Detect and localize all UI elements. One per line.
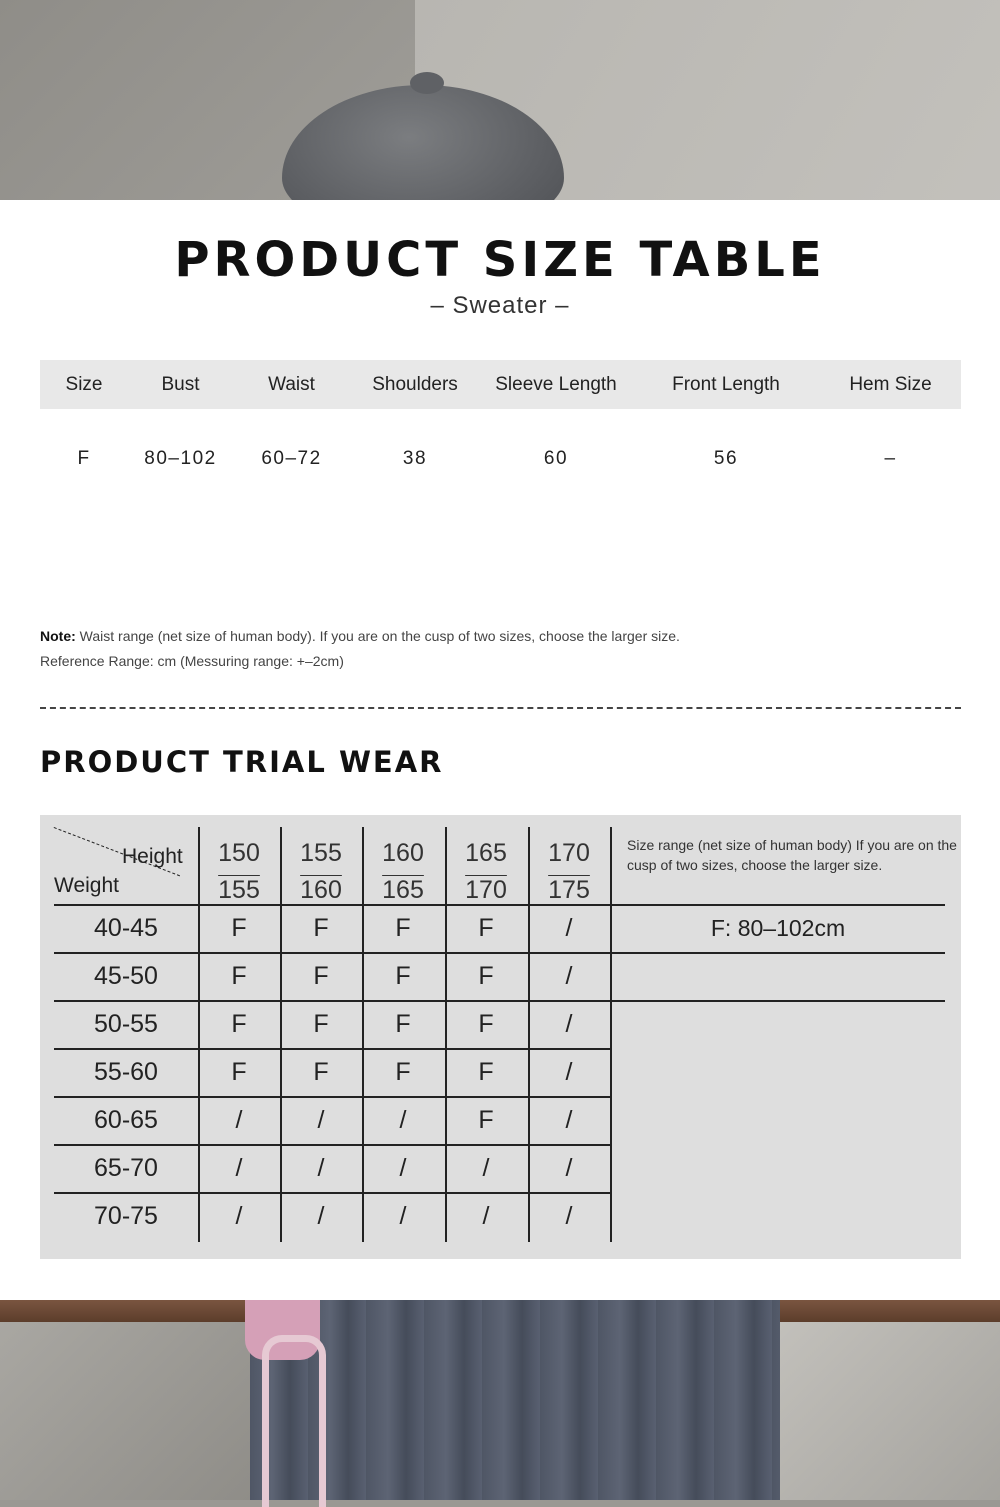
trial-size-cell: / xyxy=(235,1154,243,1182)
trial-size-cell: F xyxy=(478,1106,494,1134)
size-table xyxy=(40,360,961,509)
trial-size-cell: / xyxy=(235,1106,243,1134)
height-column-header xyxy=(280,835,362,909)
trial-size-cell: / xyxy=(482,1202,490,1230)
trial-size-cell: / xyxy=(565,1010,573,1038)
trial-size-cell: / xyxy=(565,1106,573,1134)
trial-size-cell: / xyxy=(565,1154,573,1182)
size-cell: F xyxy=(77,448,91,469)
grid-horizontal-line xyxy=(54,1000,610,1002)
weight-row-header: 55-60 xyxy=(94,1058,158,1086)
weight-row-header: 65-70 xyxy=(94,1154,158,1182)
grid-horizontal-line xyxy=(54,952,610,954)
grid-horizontal-line xyxy=(610,952,945,954)
trial-size-cell: / xyxy=(565,1058,573,1086)
note-label: Note: xyxy=(40,628,76,644)
trial-size-cell: F xyxy=(231,962,247,990)
corner-weight-label: Weight xyxy=(54,874,119,897)
trial-size-cell: F xyxy=(478,914,494,942)
height-range-start: 155 xyxy=(300,839,342,867)
size-header-cell: Shoulders xyxy=(372,373,458,395)
trial-size-cell: / xyxy=(482,1154,490,1182)
height-column-header xyxy=(198,835,280,909)
size-header-cell: Waist xyxy=(268,373,315,395)
height-range-start: 170 xyxy=(548,839,590,867)
size-table-header xyxy=(40,360,961,409)
size-header-cell: Front Length xyxy=(672,373,780,395)
trial-wear-title: PRODUCT TRIAL WEAR xyxy=(40,745,444,779)
trial-size-cell: F xyxy=(478,962,494,990)
height-column-header xyxy=(362,835,444,909)
wall-lower-right xyxy=(780,1322,1000,1500)
note-text: Waist range (net size of human body). If you are on the cusp of two sizes, choose the larger size. xyxy=(75,628,680,644)
table-row xyxy=(40,409,961,509)
height-range-end: 160 xyxy=(300,876,342,904)
bag-handle-image xyxy=(262,1335,326,1507)
height-column-header xyxy=(528,835,610,909)
size-cell: 38 xyxy=(402,448,428,469)
grid-horizontal-line xyxy=(610,1000,945,1002)
grid-horizontal-line xyxy=(610,904,945,906)
trial-size-cell: / xyxy=(565,962,573,990)
dashed-divider xyxy=(40,707,961,709)
grid-horizontal-line xyxy=(54,1144,610,1146)
height-column-header xyxy=(445,835,527,909)
height-range-end: 175 xyxy=(548,876,590,904)
size-header-cell: Hem Size xyxy=(849,373,932,395)
trial-size-cell: F xyxy=(478,1010,494,1038)
trial-size-cell: / xyxy=(399,1202,407,1230)
note-line xyxy=(40,624,680,649)
trial-size-cell: F xyxy=(395,962,411,990)
trial-size-cell: F xyxy=(313,1058,329,1086)
height-range-end: 170 xyxy=(465,876,507,904)
height-range-start: 165 xyxy=(465,839,507,867)
trial-size-cell: F xyxy=(395,914,411,942)
height-range-end: 155 xyxy=(218,876,260,904)
trial-wear-table xyxy=(40,815,961,1259)
size-note xyxy=(40,624,680,674)
trial-size-cell: F xyxy=(478,1058,494,1086)
pleated-skirt-image xyxy=(250,1300,780,1500)
trial-size-cell: F xyxy=(231,914,247,942)
corner-height-label: Height xyxy=(122,845,183,868)
height-range-end: 165 xyxy=(382,876,424,904)
size-card xyxy=(0,200,1000,1300)
trial-size-cell: F xyxy=(395,1058,411,1086)
size-cell: 60–72 xyxy=(261,448,322,469)
grid-horizontal-line xyxy=(54,1192,610,1194)
size-cell: 56 xyxy=(713,448,739,469)
trial-size-cell: F xyxy=(231,1058,247,1086)
trial-size-cell: / xyxy=(399,1106,407,1134)
grid-vertical-line xyxy=(610,827,612,1242)
trial-size-cell: F xyxy=(313,1010,329,1038)
weight-row-header: 40-45 xyxy=(94,914,158,942)
size-cell: 60 xyxy=(543,448,569,469)
grid-horizontal-line xyxy=(54,1096,610,1098)
size-range-note: Size range (net size of human body) If you are on the cusp of two sizes, choose the larger size. xyxy=(627,837,957,873)
trial-size-cell: / xyxy=(565,1202,573,1230)
height-range-start: 150 xyxy=(218,839,260,867)
size-header-cell: Bust xyxy=(161,373,200,395)
weight-row-header: 50-55 xyxy=(94,1010,158,1038)
trial-size-cell: F xyxy=(395,1010,411,1038)
size-header-cell: Size xyxy=(65,373,103,395)
weight-row-header: 70-75 xyxy=(94,1202,158,1230)
size-range-value: F: 80–102cm xyxy=(710,915,846,941)
trial-size-cell: F xyxy=(313,962,329,990)
wall-lower-left xyxy=(0,1322,250,1500)
trial-size-cell: / xyxy=(317,1202,325,1230)
weight-row-header: 45-50 xyxy=(94,962,158,990)
page-title: PRODUCT SIZE TABLE xyxy=(174,232,826,288)
trial-size-cell: / xyxy=(317,1154,325,1182)
trial-size-cell: F xyxy=(231,1010,247,1038)
height-range-start: 160 xyxy=(382,839,424,867)
beret-tip-image xyxy=(410,72,444,94)
trial-size-cell: / xyxy=(317,1106,325,1134)
page-subtitle: – Sweater – xyxy=(430,292,570,319)
trial-size-cell: / xyxy=(235,1202,243,1230)
grid-horizontal-line xyxy=(54,1048,610,1050)
trial-size-cell: / xyxy=(399,1154,407,1182)
reference-range: Reference Range: cm (Messuring range: +–2cm) xyxy=(40,653,344,669)
size-header-cell: Sleeve Length xyxy=(495,373,617,395)
trial-size-cell: F xyxy=(313,914,329,942)
size-cell: 80–102 xyxy=(144,448,217,469)
weight-row-header: 60-65 xyxy=(94,1106,158,1134)
size-cell: – xyxy=(884,448,897,469)
trial-size-cell: / xyxy=(565,914,573,942)
